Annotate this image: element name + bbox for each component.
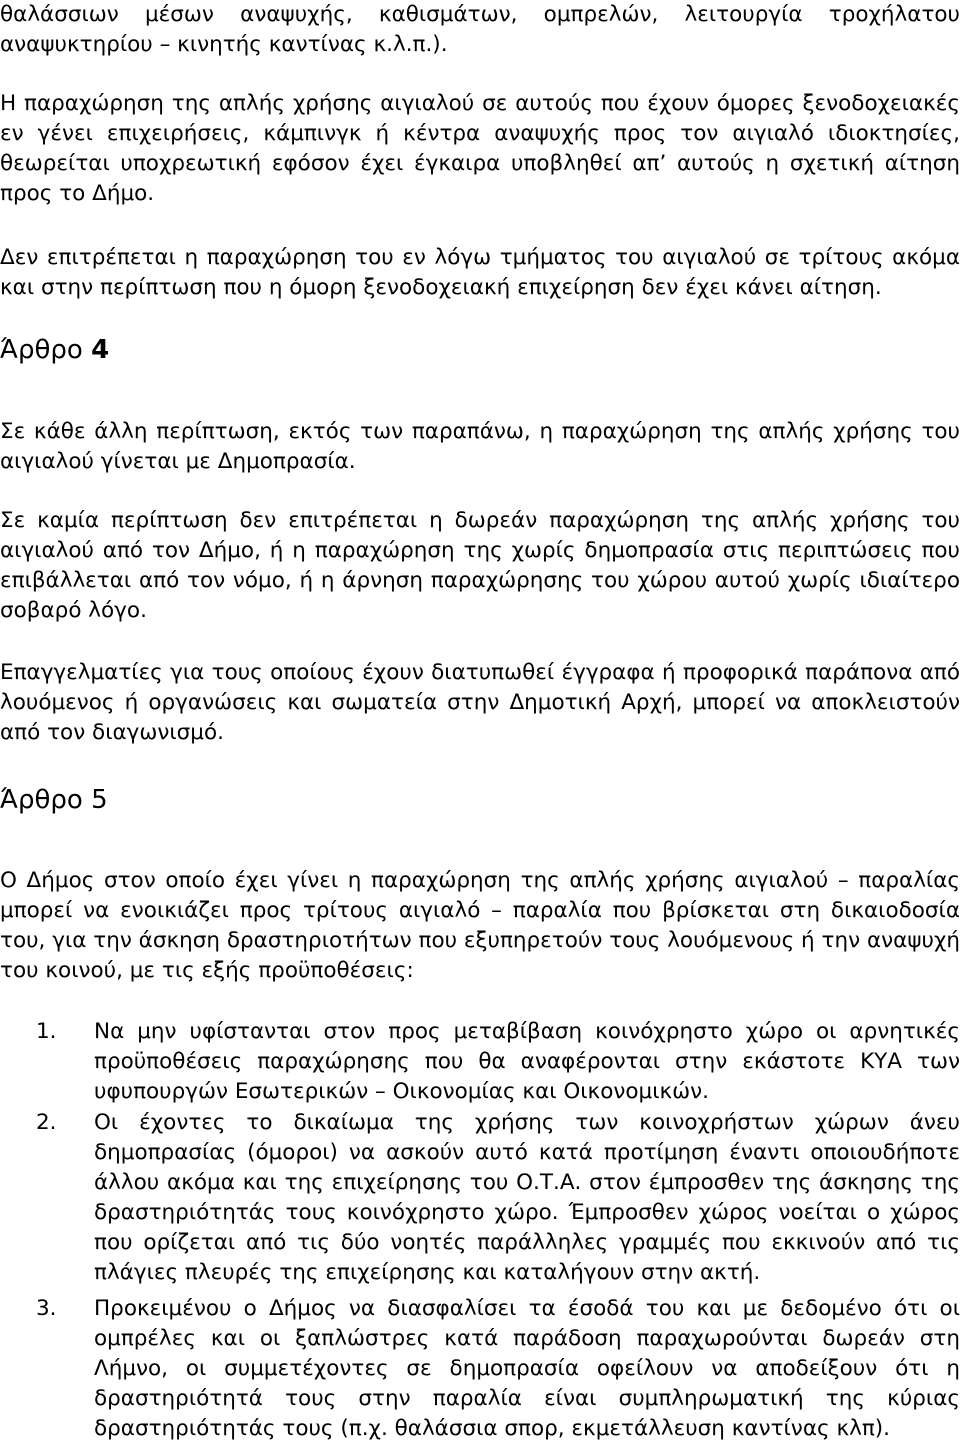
article-4-number: 4 (91, 335, 110, 365)
article-5-heading: Άρθρο 5 (0, 785, 108, 815)
list-item-text: Οι έχοντες το δικαίωμα της χρήσης των κοινοχρήστων χώρων άνευ δημοπρασίας (όμοροι) να ασκούν αυτό κατά προτίμηση έναντι οποιουδήποτε άλλου ακόμα και της επιχείρησης του Ο.Τ.Α. στον έμπροσθεν της άσκησης της δραστηριότητάς τους κοινόχρηστο χώρο. Έμπροσθεν χώρος νοείται ο χώρος που ορίζεται από τις δύο νοητές παράλληλες γραμμές που εκκινούν από τις πλάγιες πλευρές της επιχείρησης και καταλήγουν στην ακτή. (94, 1110, 960, 1285)
list-marker: 3. (36, 1296, 57, 1321)
paragraph-complaints-exclusion: Επαγγελματίες για τους οποίους έχουν διατυπωθεί έγγραφα ή προφορικά παράπονα από λουόμενος ή οργανώσεις και σωματεία στην Δημοτική Αρχή, μπορεί να αποκλειστούν από τον διαγωνισμό. (0, 660, 960, 745)
article-4-word: Άρθρο (0, 335, 83, 365)
list-item-text: Να μην υφίστανται στον προς μεταβίβαση κοινόχρηστο χώρο οι αρνητικές προϋποθέσεις παραχώρησης που θα αναφέρονται στην εκάστοτε ΚΥΑ των υφυπουργών Εσωτερικών – Οικονομίας και Οικονομικών. (94, 1019, 960, 1104)
paragraph-lease-conditions: Ο Δήμος στον οποίο έχει γίνει η παραχώρηση της απλής χρήσης αιγιαλού – παραλίας μπορεί να ενοικιάζει προς τρίτους αιγιαλό – παραλία που βρίσκεται στη δικαιοδοσία του, για την άσκηση δραστηριοτήτων που εξυπηρετούν τους λουόμενους ή την αναψυχή του κοινού, με τις εξής προϋποθέσεις: (0, 868, 960, 983)
list-item-text: Προκειμένου ο Δήμος να διασφαλίσει τα έσοδά του και με δεδομένο ότι οι ομπρέλες και οι ξαπλώστρες κατά παράδοση παραχωρούνται δωρεάν στη Λήμνο, οι συμμετέχοντες σε δημοπρασία οφείλουν να αποδείξουν ότι η δραστηριότητά τους στην παραλία είναι συμπληρωματική της κύριας δραστηριότητάς τους (π.χ. θαλάσσια σπορ, εκμετάλλευση καντίνας κλπ). (94, 1296, 960, 1441)
paragraph-hotel-adjacent-concession: Η παραχώρηση της απλής χρήσης αιγιαλού σε αυτούς που έχουν όμορες ξενοδοχειακές εν γένει επιχειρήσεις, κάμπινγκ ή κέντρα αναψυχής προς τον αιγιαλό ιδιοκτησίες, θεωρείται υποχρεωτική εφόσον έχει έγκαιρα υποβληθεί απ’ αυτούς η σχετική αίτηση προς το Δήμο. (0, 91, 960, 206)
paragraph-no-third-party-concession: Δεν επιτρέπεται η παραχώρηση του εν λόγω τμήματος του αιγιαλού σε τρίτους ακόμα και στην περίπτωση που η όμορη ξενοδοχειακή επιχείρηση δεν έχει κάνει αίτηση. (0, 245, 960, 300)
list-marker: 2. (36, 1110, 57, 1135)
article-4-heading (0, 333, 109, 367)
paragraph-auction-rule: Σε κάθε άλλη περίπτωση, εκτός των παραπάνω, η παραχώρηση της απλής χρήσης του αιγιαλού γίνεται με Δημοπρασία. (0, 419, 960, 474)
list-marker: 1. (36, 1019, 57, 1044)
paragraph-continued-list: θαλάσσιων μέσων αναψυχής, καθισμάτων, ομπρελών, λειτουργία τροχήλατου αναψυκτηρίου – κινητής καντίνας κ.λ.π.). (0, 2, 960, 57)
paragraph-no-free-concession: Σε καμία περίπτωση δεν επιτρέπεται η δωρεάν παραχώρηση της απλής χρήσης του αιγιαλού από τον Δήμο, ή η παραχώρηση της χωρίς δημοπρασία στις περιπτώσεις που επιβάλλεται από τον νόμο, ή η άρνηση παραχώρησης του χώρου αυτού χωρίς ιδιαίτερο σοβαρό λόγο. (0, 508, 960, 623)
